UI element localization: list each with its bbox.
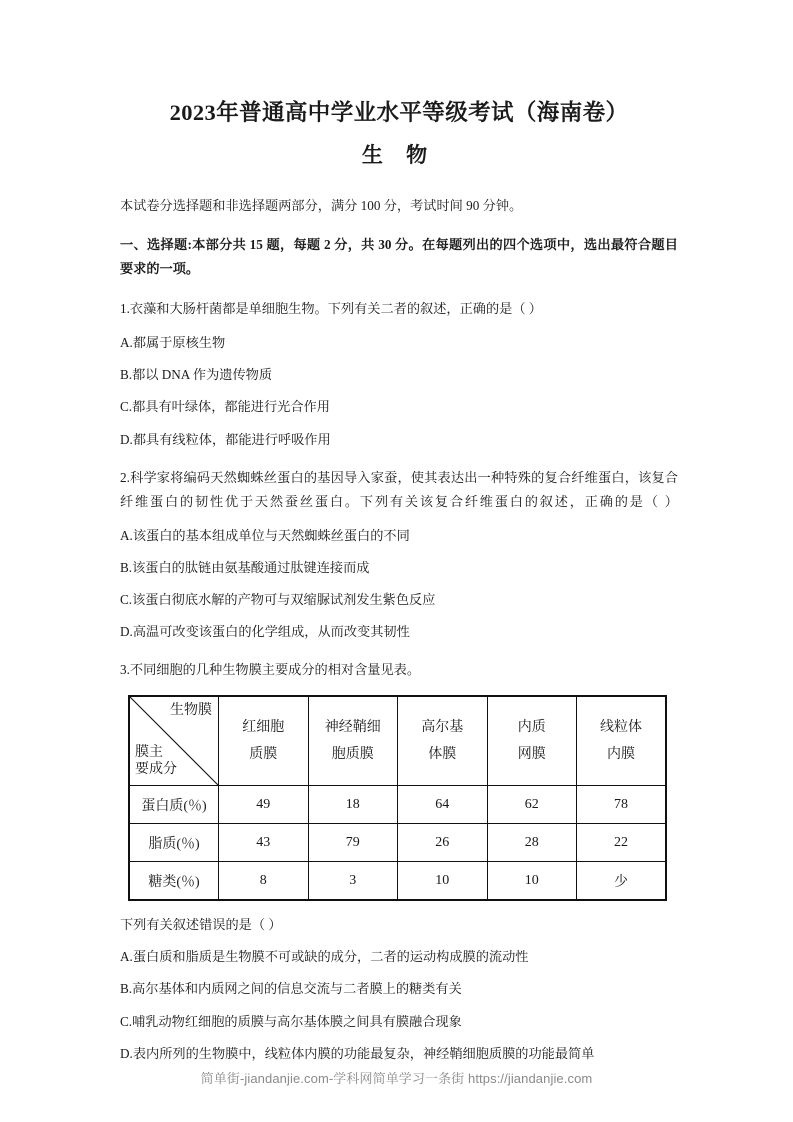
column-header-5-line2: 内膜 <box>607 747 635 763</box>
corner-column-label: 生物膜 <box>170 703 212 719</box>
section-heading-multiple-choice: 一、选择题:本部分共 15 题，每题 2 分，共 30 分。在每题列出的四个选项中，选出最符合题目要求的一项。 <box>120 237 678 277</box>
question-1-option-d: D.都具有线粒体，都能进行呼吸作用 <box>120 431 331 447</box>
table-row <box>129 862 666 901</box>
column-header-endoplasmic-reticulum <box>487 696 577 786</box>
question-3-lead-in: 下列有关叙述错误的是（ ） <box>120 917 282 933</box>
question-1-option-c: C.都具有叶绿体，都能进行光合作用 <box>120 399 330 415</box>
row-header-protein: 蛋白质(％) <box>129 786 219 824</box>
cell-carbohydrate-schwann-cell: 3 <box>308 862 398 901</box>
table-row <box>129 824 666 862</box>
column-header-2-line2: 胞质膜 <box>331 747 374 763</box>
question-3-option-a: A.蛋白质和脂质是生物膜不可或缺的成分，二者的运动构成膜的流动性 <box>120 949 529 965</box>
cell-protein-endoplasmic-reticulum: 62 <box>487 786 577 824</box>
row-header-carbohydrate: 糖类(％) <box>129 862 219 901</box>
column-header-mitochondria-inner <box>577 696 667 786</box>
column-header-red-blood-cell <box>219 696 309 786</box>
corner-row-label-line2: 要成分 <box>135 761 177 777</box>
column-header-2-line1: 神经鞘细 <box>324 719 381 735</box>
subject-title: 生 物 <box>361 143 437 168</box>
corner-row-label-line1: 膜主 <box>135 745 163 761</box>
cell-lipid-mitochondria-inner: 22 <box>577 824 667 862</box>
column-header-5-line1: 线粒体 <box>600 719 642 735</box>
table-corner-cell <box>129 696 219 786</box>
question-3-stem: 3.不同细胞的几种生物膜主要成分的相对含量见表。 <box>120 662 421 678</box>
column-header-golgi <box>398 696 488 786</box>
question-2-option-b: B.该蛋白的肽链由氨基酸通过肽键连接而成 <box>120 559 370 575</box>
question-2-option-a: A.该蛋白的基本组成单位与天然蜘蛛丝蛋白的不同 <box>120 527 410 543</box>
cell-lipid-endoplasmic-reticulum: 28 <box>487 824 577 862</box>
cell-protein-red-blood-cell: 49 <box>219 786 309 824</box>
table-header-row <box>129 696 666 786</box>
question-3-option-c: C.哺乳动物红细胞的质膜与高尔基体膜之间具有膜融合现象 <box>120 1013 462 1029</box>
column-header-schwann-cell <box>308 696 398 786</box>
question-3-option-b: B.高尔基体和内质网之间的信息交流与二者膜上的糖类有关 <box>120 981 462 997</box>
question-2-option-c: C.该蛋白彻底水解的产物可与双缩脲试剂发生紫色反应 <box>120 591 436 607</box>
corner-row-label <box>135 745 177 778</box>
cell-lipid-golgi: 26 <box>398 824 488 862</box>
exam-instructions: 本试卷分选择题和非选择题两部分，满分 100 分，考试时间 90 分钟。 <box>120 197 523 213</box>
column-header-1-line2: 质膜 <box>249 747 278 763</box>
cell-protein-golgi: 64 <box>398 786 488 824</box>
cell-lipid-red-blood-cell: 43 <box>219 824 309 862</box>
cell-carbohydrate-red-blood-cell: 8 <box>219 862 309 901</box>
page-title: 2023年普通高中学业水平等级考试（海南卷） <box>169 100 629 125</box>
cell-protein-mitochondria-inner: 78 <box>577 786 667 824</box>
membrane-composition-table <box>128 695 667 901</box>
table-row <box>129 786 666 824</box>
column-header-1-line1: 红细胞 <box>242 719 285 735</box>
question-3-option-d: D.表内所列的生物膜中，线粒体内膜的功能最复杂，神经鞘细胞质膜的功能最简单 <box>120 1045 595 1061</box>
question-1-option-a: A.都属于原核生物 <box>120 335 226 351</box>
column-header-3-line2: 体膜 <box>428 747 457 763</box>
membrane-composition-table-wrapper <box>120 682 678 901</box>
question-1-option-b: B.都以 DNA 作为遗传物质 <box>120 367 273 383</box>
column-header-3-line1: 高尔基 <box>421 719 464 735</box>
cell-carbohydrate-golgi: 10 <box>398 862 488 901</box>
footer-watermark: 简单街-jiandanjie.com-学科网简单学习一条街 https://jiandanjie.com <box>200 1071 593 1086</box>
question-1-stem: 1.衣藻和大肠杆菌都是单细胞生物。下列有关二者的叙述，正确的是（ ） <box>120 301 542 317</box>
column-header-4-line1: 内质 <box>517 719 546 735</box>
cell-carbohydrate-endoplasmic-reticulum: 10 <box>487 862 577 901</box>
cell-lipid-schwann-cell: 79 <box>308 824 398 862</box>
cell-protein-schwann-cell: 18 <box>308 786 398 824</box>
column-header-4-line2: 网膜 <box>517 747 546 763</box>
cell-carbohydrate-mitochondria-inner: 少 <box>577 862 667 901</box>
question-2-option-d: D.高温可改变该蛋白的化学组成，从而改变其韧性 <box>120 624 410 640</box>
row-header-lipid: 脂质(％) <box>129 824 219 862</box>
question-2-stem: 2.科学家将编码天然蜘蛛丝蛋白的基因导入家蚕，使其表达出一种特殊的复合纤维蛋白，该复合纤维蛋白的韧性优于天然蚕丝蛋白。下列有关该复合纤维蛋白的叙述，正确的是（ ） <box>120 469 678 509</box>
